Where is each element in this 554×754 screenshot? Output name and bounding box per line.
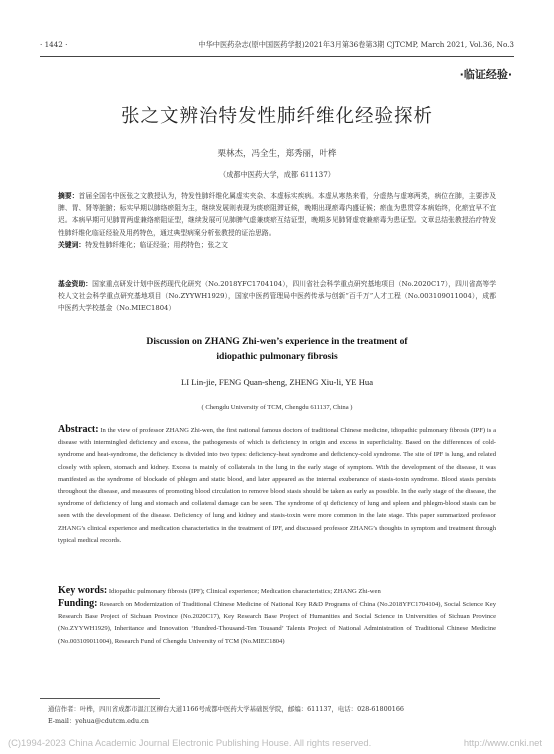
- footnote-divider: [40, 698, 160, 699]
- abstract-cn-label: 摘要：: [58, 192, 79, 200]
- article-title-cn: 张之文辨治特发性肺纤维化经验探析: [120, 106, 433, 127]
- article-title-en-line2: idiopathic pulmonary fibrosis: [216, 351, 338, 362]
- funding-en-text: Research on Modernization of Traditional Chinese Medicine of National Key R&D Programs of China (No.2018YFC1704104), Social Science Key Research Base Project of Sichuan Province (No.2020C17), Key Research Base Project of Humanities and Social Science in Universities of Sichuan Province (No.ZYYWH1929), Inheritance and Innovation ‘Hundred-Thousand-Ten Tousand’ Talents Project of National Administration of Traditional Chinese Medicine (No.003109011004), Research Fund of Chengdu University of TCM (No.MIEC1804): [58, 601, 496, 645]
- funding-en-label: Funding:: [58, 598, 98, 609]
- page-number: · 1442 ·: [40, 40, 68, 49]
- keywords-cn-label: 关键词：: [58, 240, 86, 249]
- header-divider: [40, 56, 514, 57]
- keywords-en-text: Idiopathic pulmonary fibrosis (IPF); Clinical experience; Medication characteristics; ZHANG Zhi-wen: [108, 588, 381, 595]
- affiliation-cn: （成都中医药大学，成都 611137）: [219, 170, 335, 179]
- abstract-en-label: Abstract:: [58, 424, 99, 435]
- section-tag: ·临证经验·: [459, 68, 512, 81]
- copyright-text: (C)1994-2023 China Academic Journal Electronic Publishing House. All rights reserved.: [8, 737, 372, 748]
- funding-cn-text: 国家重点研发计划中医药现代化研究（No.2018YFC1704104），四川省社会科学重点研究基地项目（No.2020C17），四川省高等学校人文社会科学重点研究基地项目（No.ZYYWH1929），国家中医药管理局中医药传承与创新“百千万”人才工程（No.003109011004），成都中医药大学校基金（No.MIEC1804）: [58, 280, 497, 313]
- page-header: [40, 40, 514, 54]
- keywords-en-label: Key words:: [58, 585, 108, 596]
- keywords-en-block: [58, 585, 496, 598]
- authors-cn: 栗林杰，冯全生，郑秀丽，叶桦: [217, 149, 337, 159]
- article-title-en: [0, 334, 554, 364]
- abstract-cn-text: 首届全国名中医张之文教授认为，特发性肺纤维化属虚实夹杂、本虚标实疾病。本虚从寒热来看，分虚热与虚寒两类，病位在肺，主要涉及脾、胃、肾等脏腑；标实早期以肺络瘀阻为主，继续发展则表现为痰瘀阻滞证候，晚期出现瘀毒内盛证候；瘀血为患贯穿本病始终，化瘀宜早不宜迟。本病早期可见肺胃两虚兼络瘀阻证型，继续发展可见肺脾气虚兼痰瘀互结证型，晚期多见肺肾虚衰兼瘀毒为患证型。文章总结张教授治疗特发性肺纤维化临证经验及用药特色，通过典型病案分析张教授的证治思路。: [58, 192, 497, 237]
- corresponding-author-note: [48, 703, 514, 727]
- footnote-email: E-mail：yehua@cdutcm.edu.cn: [48, 717, 149, 725]
- footnote-address: 通信作者：叶桦，四川省成都市温江区柳台大道1166号成都中医药大学基础医学院，邮编：611137，电话：028-61800166: [48, 705, 404, 713]
- affiliation-en: ( Chengdu University of TCM, Chengdu 611137, China ): [201, 404, 353, 411]
- abstract-en-block: [58, 424, 496, 547]
- funding-cn-label: 基金资助：: [58, 280, 93, 288]
- funding-cn-block: [58, 278, 496, 315]
- journal-citation: 中华中医药杂志(原中国医药学报)2021年3月第36卷第3期 CJTCMP, March 2021, Vol.36, No.3: [198, 40, 514, 49]
- funding-en-block: [58, 598, 496, 648]
- cnki-url: http://www.cnki.net: [463, 737, 542, 748]
- copyright-watermark: [8, 737, 546, 748]
- authors-en: LI Lin-jie, FENG Quan-sheng, ZHENG Xiu-li, YE Hua: [180, 377, 374, 387]
- keywords-cn-text: 特发性肺纤维化；临证经验；用药特色；张之文: [85, 240, 228, 249]
- abstract-cn-block: [58, 190, 496, 251]
- article-title-en-line1: Discussion on ZHANG Zhi-wen’s experience in the treatment of: [146, 336, 408, 347]
- abstract-en-text: In the view of professor ZHANG Zhi-wen, the first national famous doctors of traditional Chinese medicine, idiopathic pulmonary fibrosis (IPF) is a disease with intermingled deficiency and excess, the pathogenesis of which is deficiency in origin and excess in superficiality. Based on the differences of cold-syndrome and heat-syndrome, the deficiency is divided into two types: deficiency-heat syndrome and deficiency-cold syndrome. The site of IPF is lung, and related closely with spleen, stomach and kidney. Excess is mainly of collaterals in the lung in the early stage of symptom. With the development of the disease, it was manifested as the syndrome of blockade of phlegm and static blood, and later appeared as the internal exuberance of stasis-toxin syndrome. Blood stasis persists throughout the disease, and measures of promoting blood circulation to remove blood stasis should be taken as early as possible. In the early stage of the disease, the syndrome of deficiency of lung and stomach and collateral damage can be seen. The syndrome of qi deficiency of lung and spleen and phlegm-blood stasis can be seen with the development of the disease. Deficiency of lung and kidney and stasis-toxin were more common in the late stage. This paper summarized professor ZHANG’s clinical experience and medication characteristics in the treatment of IPF, and discussed professor ZHANG’s thoughts in symptom and treatment through typical medical records.: [58, 427, 496, 544]
